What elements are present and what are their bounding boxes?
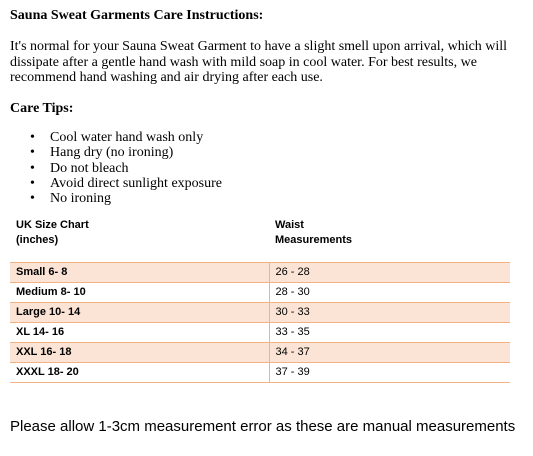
waist-cell: 26 - 28	[275, 266, 310, 278]
size-chart-table	[10, 218, 510, 383]
page-title: Sauna Sweat Garments Care Instructions:	[10, 8, 264, 23]
waist-header-line2: Measurements	[275, 234, 353, 246]
bullet-icon: •	[30, 191, 35, 207]
waist-cell: 37 - 39	[275, 366, 310, 378]
waist-cell: 34 - 37	[275, 346, 310, 358]
care-tip-item	[28, 176, 222, 191]
waist-cell: 30 - 33	[275, 306, 310, 318]
bullet-icon: •	[30, 160, 35, 176]
care-tips-heading: Care Tips:	[10, 101, 74, 116]
waist-header-line1: Waist	[275, 219, 304, 231]
care-tip-item	[28, 145, 222, 160]
waist-cell: 33 - 35	[275, 326, 310, 338]
size-cell: XL 14- 16	[10, 323, 269, 343]
waist-column-header	[269, 218, 510, 263]
care-tips-list	[28, 130, 222, 206]
size-cell: Medium 8- 10	[10, 283, 269, 303]
size-cell: XXXL 18- 20	[10, 363, 269, 383]
care-tip-text: Do not bleach	[50, 160, 129, 176]
size-cell: Large 10- 14	[10, 303, 269, 323]
size-header-line2: (inches)	[16, 234, 59, 246]
care-tip-item	[28, 191, 222, 206]
care-tip-text: Hang dry (no ironing)	[50, 145, 174, 161]
table-row	[10, 263, 510, 283]
size-cell: XXL 16- 18	[10, 343, 269, 363]
bullet-icon: •	[30, 145, 35, 161]
table-row	[10, 343, 510, 363]
size-column-header	[10, 218, 269, 263]
size-cell: Small 6- 8	[10, 263, 269, 283]
measurement-note: Please allow 1-3cm measurement error as these are manual measurements	[10, 418, 516, 435]
care-tip-text: Cool water hand wash only	[50, 130, 204, 145]
table-header-row	[10, 218, 510, 263]
table-row	[10, 363, 510, 383]
size-header-line1: UK Size Chart	[16, 219, 89, 231]
care-tip-item	[28, 161, 222, 176]
waist-cell: 28 - 30	[275, 286, 310, 298]
bullet-icon: •	[30, 130, 35, 145]
table-row	[10, 303, 510, 323]
bullet-icon: •	[30, 175, 35, 191]
table-row	[10, 283, 510, 303]
table-row	[10, 323, 510, 343]
intro-paragraph: It's normal for your Sauna Sweat Garment to have a slight smell upon arrival, which will dissipate after a gentle hand wash with mild soap in cool water. For best results, we recommend hand washing and air drying after each use.	[10, 39, 508, 85]
care-tip-text: Avoid direct sunlight exposure	[50, 175, 222, 191]
care-tip-item	[28, 130, 222, 145]
care-tip-text: No ironing	[50, 191, 112, 207]
